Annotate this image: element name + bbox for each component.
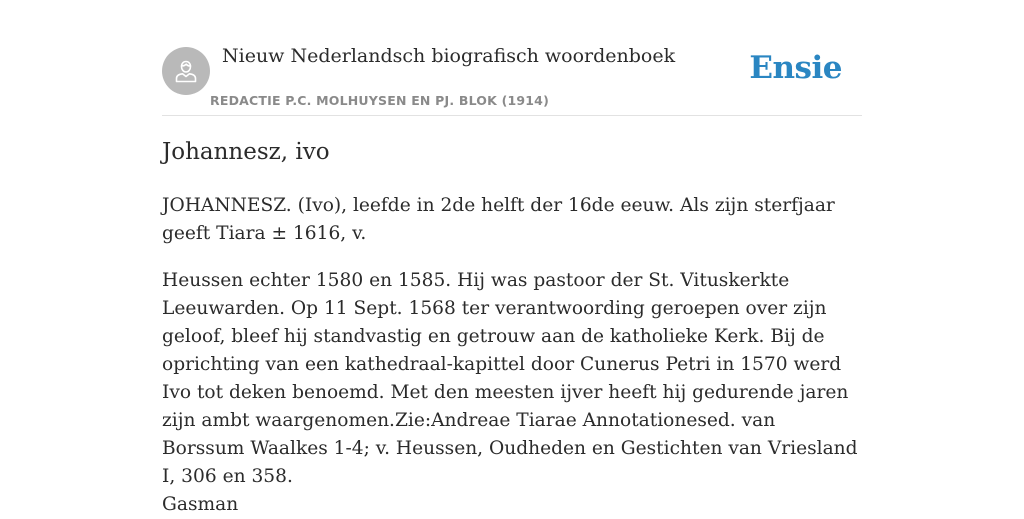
- entry-paragraph: Heussen echter 1580 en 1585. Hij was pastoor der St. Vituskerkte Leeuwarden. Op 11 Sept. 1568 ter verantwoording geroepen over zijn geloof, bleef hij standvastig en getrouw aan de katholieke Kerk. Bij de oprichting van een kathedraal-kapittel door Cunerus Petri in 1570 werd Ivo tot deken benoemd. Met den meesten ijver heeft hij gedurende jaren zijn ambt waargenomen.Zie:Andreae Tiarae Annotationesed. van Borssum Waalkes 1-4; v. Heussen, Oudheden en Gestichten van Vriesland I, 306 en 358.: [162, 270, 858, 487]
- entry-paragraph: JOHANNESZ. (Ivo), leefde in 2de helft der 16de eeuw. Als zijn sterfjaar geeft Tiara ± 1616, v.: [162, 195, 835, 244]
- entry-author: Gasman: [162, 494, 239, 515]
- source-avatar[interactable]: [162, 47, 210, 95]
- source-title[interactable]: Nieuw Nederlandsch biografisch woordenboek: [222, 45, 676, 67]
- source-editors: REDACTIE P.C. MOLHUYSEN EN PJ. BLOK (1914): [210, 93, 549, 108]
- entry-title: Johannesz, ivo: [162, 139, 330, 165]
- page-container: [162, 0, 862, 515]
- brand-logo[interactable]: Ensie: [749, 50, 842, 86]
- user-silhouette-icon: [172, 57, 200, 85]
- source-header: [162, 0, 862, 116]
